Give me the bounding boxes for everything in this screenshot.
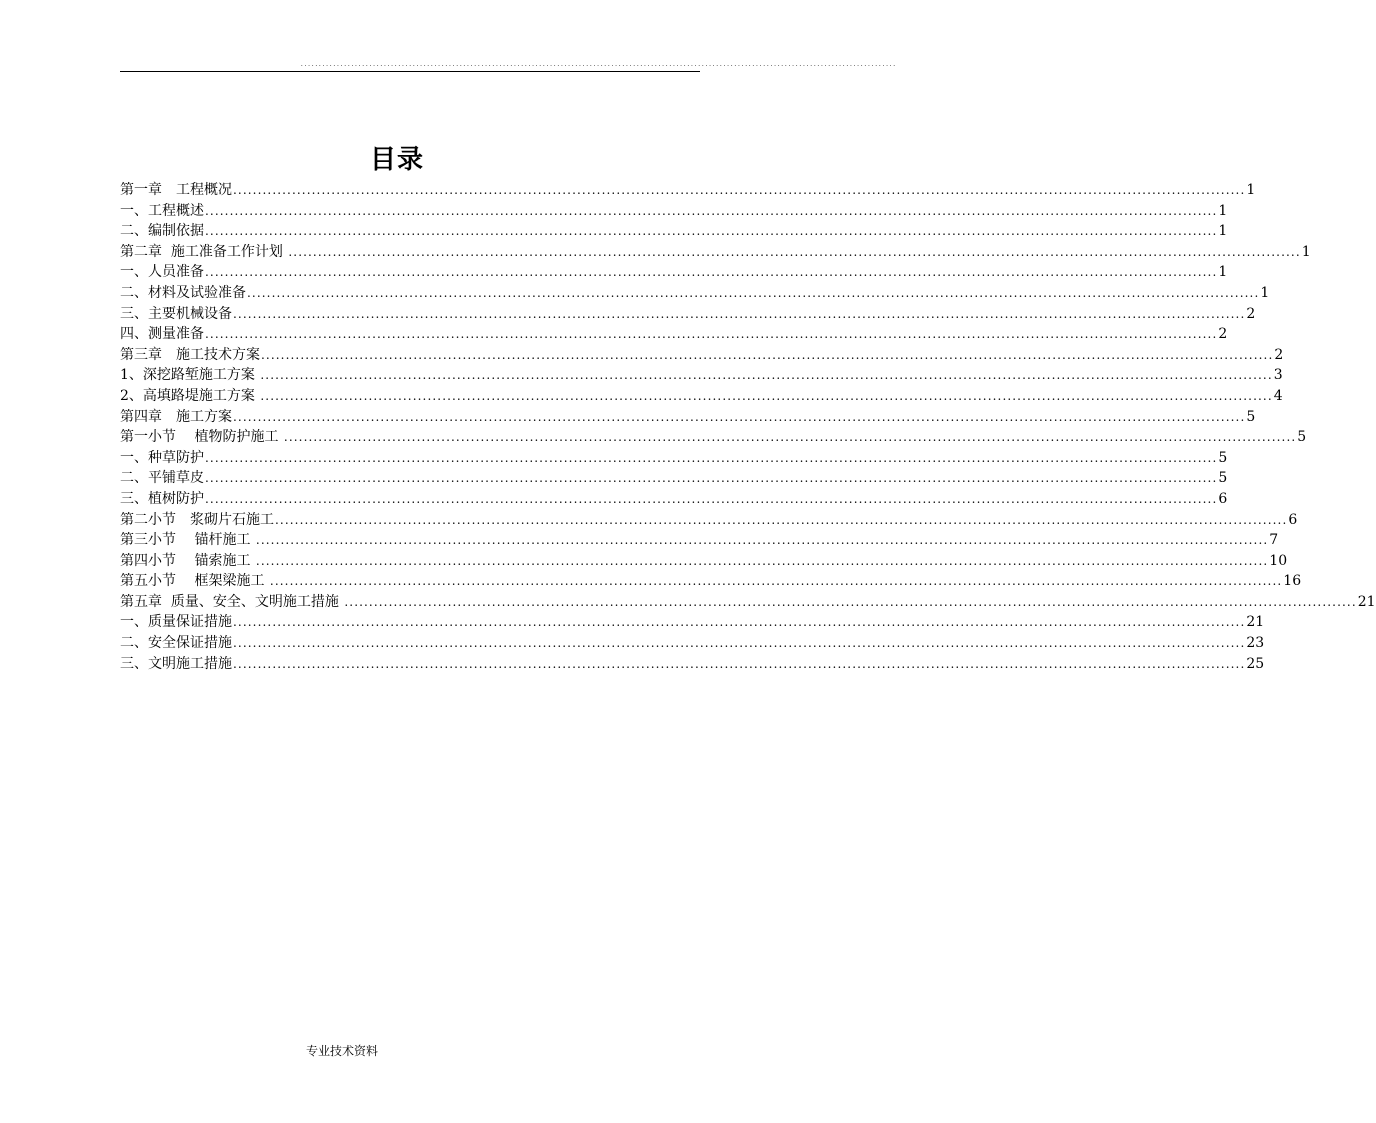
- toc-dot-leader: ..............................................................................................................................................................................................................: [233, 656, 1246, 671]
- toc-entry-title: 二、编制依据: [120, 223, 204, 240]
- toc-entry[interactable]: [120, 427, 1307, 448]
- table-of-contents: [120, 180, 1376, 674]
- toc-entry-title: 三、主要机械设备: [120, 305, 232, 322]
- toc-entry[interactable]: [120, 365, 1283, 386]
- toc-page-number: 10: [1269, 552, 1288, 569]
- toc-dot-leader: ..............................................................................................................................................................................................................: [233, 636, 1246, 651]
- toc-entry-title: 三、植树防护: [120, 490, 204, 507]
- toc-entry[interactable]: [120, 468, 1228, 489]
- toc-entry[interactable]: [120, 551, 1288, 572]
- toc-page-number: 4: [1273, 387, 1283, 404]
- toc-entry[interactable]: [120, 345, 1284, 366]
- toc-entry-title: 一、工程概述: [120, 202, 204, 219]
- toc-entry[interactable]: [120, 201, 1228, 222]
- toc-entry[interactable]: [120, 386, 1283, 407]
- toc-dot-leader: ..............................................................................................................................................................................................................: [205, 203, 1218, 218]
- toc-page-number: 7: [1269, 532, 1279, 549]
- toc-dot-leader: ..............................................................................................................................................................................................................: [205, 265, 1218, 280]
- toc-page-number: 21: [1246, 614, 1265, 631]
- toc-entry[interactable]: [120, 612, 1265, 633]
- toc-entry[interactable]: [120, 180, 1256, 201]
- toc-page-number: 1: [1218, 223, 1228, 240]
- page-title: 目录: [369, 145, 424, 175]
- toc-dot-leader: ..............................................................................................................................................................................................................: [205, 450, 1218, 465]
- toc-entry[interactable]: [120, 262, 1228, 283]
- toc-entry-title: 一、人员准备: [120, 264, 204, 281]
- toc-page-number: 21: [1357, 593, 1376, 610]
- toc-dot-leader: ..............................................................................................................................................................................................................: [205, 224, 1218, 239]
- toc-entry[interactable]: [120, 530, 1279, 551]
- toc-entry-title: 第一小节 植物防护施工: [120, 429, 283, 446]
- toc-entry[interactable]: [120, 304, 1256, 325]
- toc-entry[interactable]: [120, 592, 1376, 613]
- toc-dot-leader: ..............................................................................................................................................................................................................: [261, 347, 1274, 362]
- header-dotted-line: .....................................................................................................................................................................: [300, 61, 897, 68]
- toc-page-number: 3: [1273, 367, 1283, 384]
- toc-dot-leader: ..............................................................................................................................................................................................................: [255, 553, 1269, 568]
- toc-page-number: 1: [1301, 243, 1311, 260]
- toc-page-number: 1: [1218, 264, 1228, 281]
- toc-entry-title: 一、质量保证措施: [120, 614, 232, 631]
- toc-entry-title: 第四章 施工方案: [120, 408, 232, 425]
- toc-page-number: 5: [1218, 449, 1228, 466]
- toc-dot-leader: ..............................................................................................................................................................................................................: [205, 471, 1218, 486]
- toc-entry[interactable]: [120, 571, 1302, 592]
- toc-page-number: 1: [1218, 202, 1228, 219]
- toc-dot-leader: ..............................................................................................................................................................................................................: [233, 615, 1246, 630]
- toc-page-number: 5: [1218, 470, 1228, 487]
- toc-entry[interactable]: [120, 489, 1228, 510]
- toc-entry-title: 第五章 质量、安全、文明施工措施: [120, 593, 344, 610]
- toc-dot-leader: ..............................................................................................................................................................................................................: [260, 368, 1273, 383]
- toc-entry-title: 一、种草防护: [120, 449, 204, 466]
- toc-entry-title: 第一章 工程概况: [120, 182, 232, 198]
- toc-dot-leader: ..............................................................................................................................................................................................................: [269, 574, 1283, 589]
- toc-page-number: 1: [1260, 284, 1270, 301]
- toc-entry[interactable]: [120, 407, 1256, 428]
- toc-entry[interactable]: [120, 654, 1265, 675]
- header-rule: [120, 71, 700, 72]
- toc-dot-leader: ..............................................................................................................................................................................................................: [255, 533, 1269, 548]
- toc-dot-leader: ..............................................................................................................................................................................................................: [205, 491, 1218, 506]
- toc-entry[interactable]: [120, 242, 1311, 263]
- toc-page-number: 23: [1246, 635, 1265, 652]
- toc-entry-title: 第二章 施工准备工作计划: [120, 243, 288, 260]
- toc-entry-title: 第二小节 浆砌片石施工: [120, 511, 274, 528]
- toc-dot-leader: ..............................................................................................................................................................................................................: [233, 306, 1246, 321]
- toc-entry-title: 第三小节 锚杆施工: [120, 532, 255, 549]
- toc-entry[interactable]: [120, 221, 1228, 242]
- toc-entry-title: 1、深挖路堑施工方案: [120, 367, 260, 384]
- toc-entry-title: 二、平铺草皮: [120, 470, 204, 487]
- toc-entry-title: 三、文明施工措施: [120, 655, 232, 672]
- toc-entry-title: 第五小节 框架梁施工: [120, 573, 269, 590]
- toc-entry[interactable]: [120, 633, 1265, 654]
- page-footer: 专业技术资料: [305, 1044, 378, 1058]
- toc-page-number: 2: [1274, 346, 1284, 363]
- toc-page-number: 16: [1283, 573, 1302, 590]
- toc-dot-leader: ..............................................................................................................................................................................................................: [247, 285, 1260, 300]
- toc-entry[interactable]: [120, 324, 1228, 345]
- toc-dot-leader: ..............................................................................................................................................................................................................: [205, 327, 1218, 342]
- toc-entry-title: 第三章 施工技术方案: [120, 346, 260, 363]
- toc-page-number: 5: [1297, 429, 1307, 446]
- toc-entry[interactable]: [120, 510, 1298, 531]
- toc-dot-leader: ..............................................................................................................................................................................................................: [260, 388, 1273, 403]
- toc-entry-title: 二、安全保证措施: [120, 635, 232, 652]
- toc-page-number: 2: [1218, 326, 1228, 343]
- toc-dot-leader: ..............................................................................................................................................................................................................: [283, 430, 1297, 445]
- toc-entry-title: 2、高填路堤施工方案: [120, 387, 260, 404]
- toc-entry[interactable]: [120, 448, 1228, 469]
- toc-dot-leader: ..............................................................................................................................................................................................................: [275, 512, 1288, 527]
- toc-dot-leader: ..............................................................................................................................................................................................................: [233, 409, 1246, 424]
- toc-entry[interactable]: [120, 283, 1270, 304]
- toc-page-number: 6: [1218, 490, 1228, 507]
- toc-entry-title: 第四小节 锚索施工: [120, 552, 255, 569]
- toc-page-number: 5: [1246, 408, 1256, 425]
- toc-dot-leader: ..............................................................................................................................................................................................................: [344, 594, 1357, 609]
- toc-entry-title: 四、测量准备: [120, 326, 204, 343]
- toc-page-number: 1: [1246, 182, 1256, 198]
- toc-page-number: 2: [1246, 305, 1256, 322]
- toc-dot-leader: ..............................................................................................................................................................................................................: [233, 183, 1246, 197]
- toc-dot-leader: ..............................................................................................................................................................................................................: [288, 244, 1301, 259]
- toc-page-number: 6: [1288, 511, 1298, 528]
- toc-entry-title: 二、材料及试验准备: [120, 284, 246, 301]
- toc-page-number: 25: [1246, 655, 1265, 672]
